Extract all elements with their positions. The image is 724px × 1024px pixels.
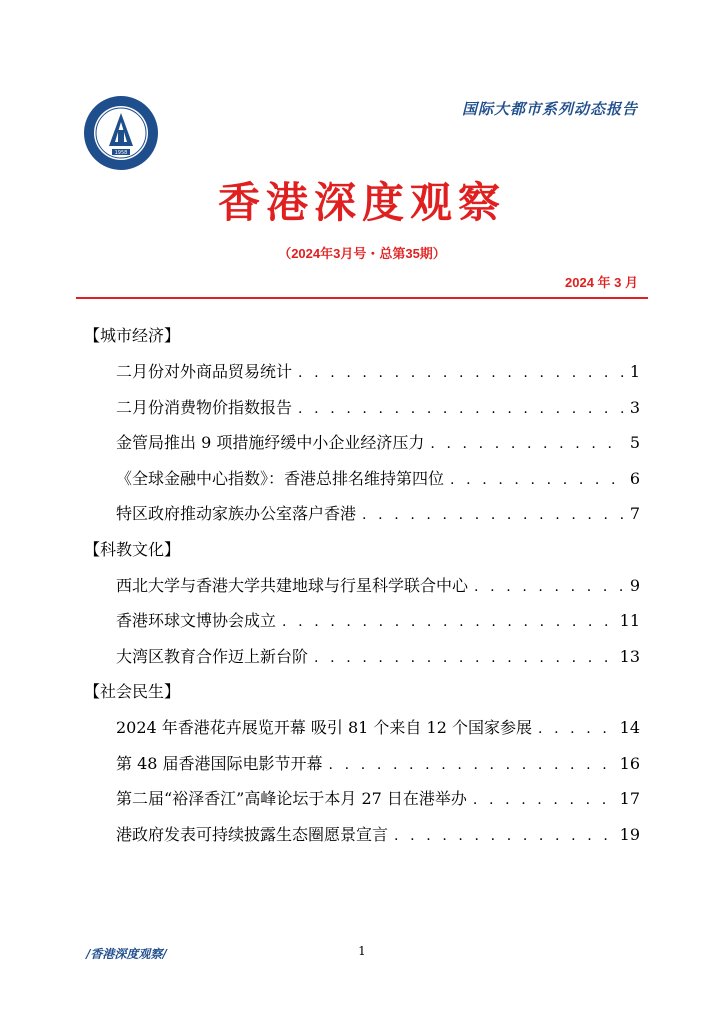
institution-logo: [82, 94, 160, 172]
toc-leader-dots: [314, 641, 614, 677]
toc-section-title: 【科教文化】: [84, 539, 181, 559]
toc-entry-page: 13: [619, 646, 640, 666]
footer-publication-name: /香港深度观察/: [86, 947, 167, 961]
toc-entry-title: 香港环球文博协会成立: [116, 611, 277, 630]
toc-entry[interactable]: [84, 710, 640, 746]
toc-entry-page: 3: [629, 397, 640, 417]
toc-leader-dots: [474, 570, 624, 606]
toc-entry-title: 二月份对外商品贸易统计: [116, 362, 293, 381]
toc-entry[interactable]: [84, 746, 640, 782]
page-title: 香港深度观察: [217, 178, 506, 227]
footer-page-number: 1: [358, 944, 366, 958]
toc-entry-page: 6: [629, 468, 640, 488]
toc-entry[interactable]: [84, 568, 640, 604]
toc-leader-dots: [473, 783, 614, 819]
toc-entry-title: 第 48 届香港国际电影节开幕: [116, 753, 323, 773]
toc-entry[interactable]: [84, 354, 640, 390]
toc-section-title: 【社会民生】: [84, 682, 181, 701]
toc-entry-page: 11: [619, 611, 640, 630]
toc-entry-page: 17: [619, 789, 640, 808]
toc-leader-dots: [282, 605, 614, 641]
toc-leader-dots: [298, 392, 624, 428]
toc-entry-title: 《全球金融中心指数》：香港总排名维持第四位: [116, 468, 445, 488]
toc-leader-dots: [450, 463, 624, 499]
toc-entry-title: 金管局推出 9 项措施纾缓中小企业经济压力: [116, 433, 425, 452]
toc-entry-page: 5: [629, 433, 640, 452]
toc-entry[interactable]: [84, 781, 640, 817]
issue-number: （2024年3月号・总第35期）: [278, 246, 446, 261]
toc-entry[interactable]: [84, 639, 640, 675]
svg-text:1958: 1958: [114, 150, 128, 156]
toc-entry-page: 16: [619, 753, 640, 773]
toc-entry-page: 14: [619, 718, 640, 737]
series-title: 国际大都市系列动态报告: [461, 100, 638, 118]
toc-entry-title: 西北大学与香港大学共建地球与行星科学联合中心: [116, 575, 469, 595]
toc-leader-dots: [394, 819, 614, 855]
toc-leader-dots: [538, 712, 614, 748]
toc-leader-dots: [298, 356, 624, 392]
toc-entry-page: 19: [619, 824, 640, 844]
toc-entry-title: 港政府发表可持续披露生态圈愿景宣言: [116, 824, 389, 844]
toc-entry[interactable]: [84, 603, 640, 639]
table-of-contents: [84, 318, 640, 852]
toc-entry-title: 二月份消费物价指数报告: [116, 397, 293, 417]
toc-entry[interactable]: [84, 461, 640, 497]
toc-leader-dots: [362, 498, 624, 534]
toc-entry[interactable]: [84, 496, 640, 532]
toc-entry[interactable]: [84, 425, 640, 461]
toc-entry[interactable]: [84, 390, 640, 426]
toc-section-title: 【城市经济】: [84, 326, 181, 345]
toc-entry-page: 1: [629, 362, 640, 381]
toc-leader-dots: [329, 748, 614, 784]
toc-entry-page: 7: [629, 504, 640, 523]
publication-date: 2024 年 3 月: [565, 275, 638, 290]
toc-entry-title: 2024 年香港花卉展览开幕 吸引 81 个来自 12 个国家参展: [116, 718, 532, 737]
header-divider: [76, 297, 648, 299]
toc-entry-title: 大湾区教育合作迈上新台阶: [116, 646, 309, 666]
toc-leader-dots: [430, 427, 623, 463]
toc-entry-title: 特区政府推动家族办公室落户香港: [116, 504, 357, 523]
toc-entry[interactable]: [84, 817, 640, 853]
toc-entry-title: 第二届“裕泽香江”高峰论坛于本月 27 日在港举办: [116, 789, 467, 808]
toc-entry-page: 9: [629, 575, 640, 595]
